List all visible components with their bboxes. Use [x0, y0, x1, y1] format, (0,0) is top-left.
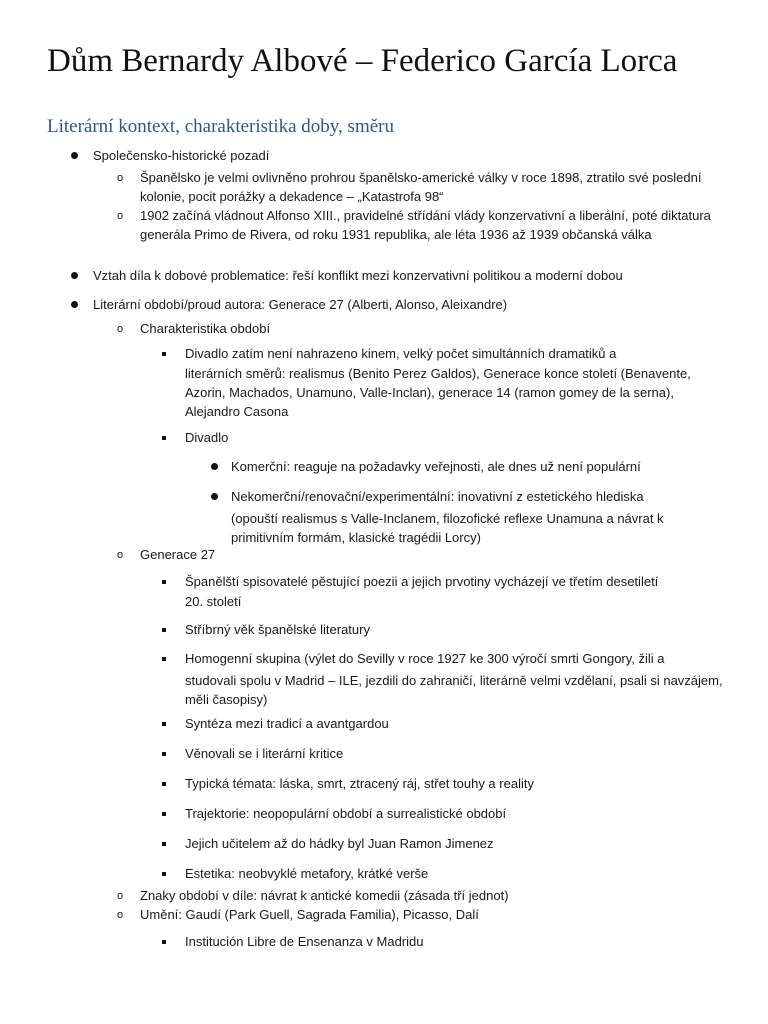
list-item: Divadlo — [185, 430, 229, 445]
bullet-square-icon — [162, 842, 166, 846]
bullet-circle-icon: o — [117, 909, 124, 921]
bullet-square-icon — [162, 657, 166, 661]
list-item: literárních směrů: realismus (Benito Perez Galdos), Generace konce století (Benavente, Azorin, Machados, Unamuno, Valle-Inclan), generace 14 (ramon gomey de la serna), Alejandro Casona — [185, 366, 691, 419]
list-item: Charakteristika období — [140, 321, 271, 336]
list-item: Jejich učitelem až do hádky byl Juan Ramon Jimenez — [185, 836, 494, 851]
list-item: (opouští realismus s Valle-Inclanem, filozofické reflexe Unamuna a návrat k primitivním formám, klasické tragédii Lorcy) — [231, 511, 664, 545]
list-item: studovali spolu v Madrid – ILE, jezdili do zahraničí, literárně velmi vzdělaní, psali si navzájem, měli časopisy) — [185, 673, 723, 707]
bullet-circle-icon: o — [117, 210, 124, 222]
list-item: Nekomerční/renovační/experimentální: inovativní z estetického hlediska — [231, 489, 644, 504]
bullet-circle-icon: o — [117, 323, 124, 335]
bullet-square-icon — [162, 782, 166, 786]
list-item: Stříbrný věk španělské literatury — [185, 622, 370, 637]
list-item: 1902 začíná vládnout Alfonso XIII., pravidelné střídání vlády konzervativní a liberální, poté diktatura generála Primo de Rivera, od roku 1931 republika, ale léta 1936 až 1939 občanská válka — [140, 208, 711, 242]
bullet-square-icon — [162, 872, 166, 876]
list-item: Syntéza mezi tradicí a avantgardou — [185, 716, 389, 731]
section-heading: Literární kontext, charakteristika doby, směru — [47, 116, 394, 137]
list-item: Španělsko je velmi ovlivněno prohrou španělsko-americké války v roce 1898, ztratilo své poslední kolonie, pocit porážky a dekadence – „Katastrofa 98“ — [140, 170, 702, 204]
list-item: Homogenní skupina (výlet do Sevilly v roce 1927 ke 300 výročí smrti Gongory, žili a — [185, 651, 665, 666]
list-item: Trajektorie: neopopulární období a surrealistické období — [185, 806, 507, 821]
list-item: Umění: Gaudí (Park Guell, Sagrada Familia), Picasso, Dalí — [140, 907, 479, 922]
list-item: Divadlo zatím není nahrazeno kinem, velký počet simultánních dramatiků a — [185, 346, 617, 361]
bullet-dot-icon — [71, 152, 78, 159]
bullet-dot-icon — [71, 272, 78, 279]
bullet-dot-icon — [211, 463, 218, 470]
list-item: Španělští spisovatelé pěstující poezii a jejich prvotiny vycházejí ve třetím desetiletí — [185, 574, 659, 589]
bullet-circle-icon: o — [117, 172, 124, 184]
list-item: Estetika: neobvyklé metafory, krátké verše — [185, 866, 429, 881]
bullet-circle-icon: o — [117, 549, 124, 561]
bullet-square-icon — [162, 628, 166, 632]
list-item: Literární období/proud autora: Generace 27 (Alberti, Alonso, Aleixandre) — [93, 297, 508, 312]
list-item: Komerční: reaguje na požadavky veřejnosti, ale dnes už není populární — [231, 459, 641, 474]
list-item: Znaky období v díle: návrat k antické komedii (zásada tří jednot) — [140, 888, 509, 903]
list-item: 20. století — [185, 594, 242, 609]
document-title: Dům Bernardy Albové – Federico García Lorca — [47, 43, 678, 79]
bullet-circle-icon: o — [117, 890, 124, 902]
list-item: Společensko-historické pozadí — [93, 148, 270, 163]
list-item: Typická témata: láska, smrt, ztracený ráj, střet touhy a reality — [185, 776, 534, 791]
list-item: Věnovali se i literární kritice — [185, 746, 344, 761]
bullet-square-icon — [162, 436, 166, 440]
list-item: Vztah díla k dobové problematice: řeší konflikt mezi konzervativní politikou a moderní dobou — [93, 268, 623, 283]
bullet-square-icon — [162, 752, 166, 756]
bullet-dot-icon — [71, 301, 78, 308]
list-item: Generace 27 — [140, 547, 216, 562]
bullet-square-icon — [162, 722, 166, 726]
bullet-square-icon — [162, 580, 166, 584]
bullet-dot-icon — [211, 493, 218, 500]
bullet-square-icon — [162, 352, 166, 356]
bullet-square-icon — [162, 812, 166, 816]
list-item: Institución Libre de Ensenanza v Madridu — [185, 934, 424, 949]
bullet-square-icon — [162, 940, 166, 944]
